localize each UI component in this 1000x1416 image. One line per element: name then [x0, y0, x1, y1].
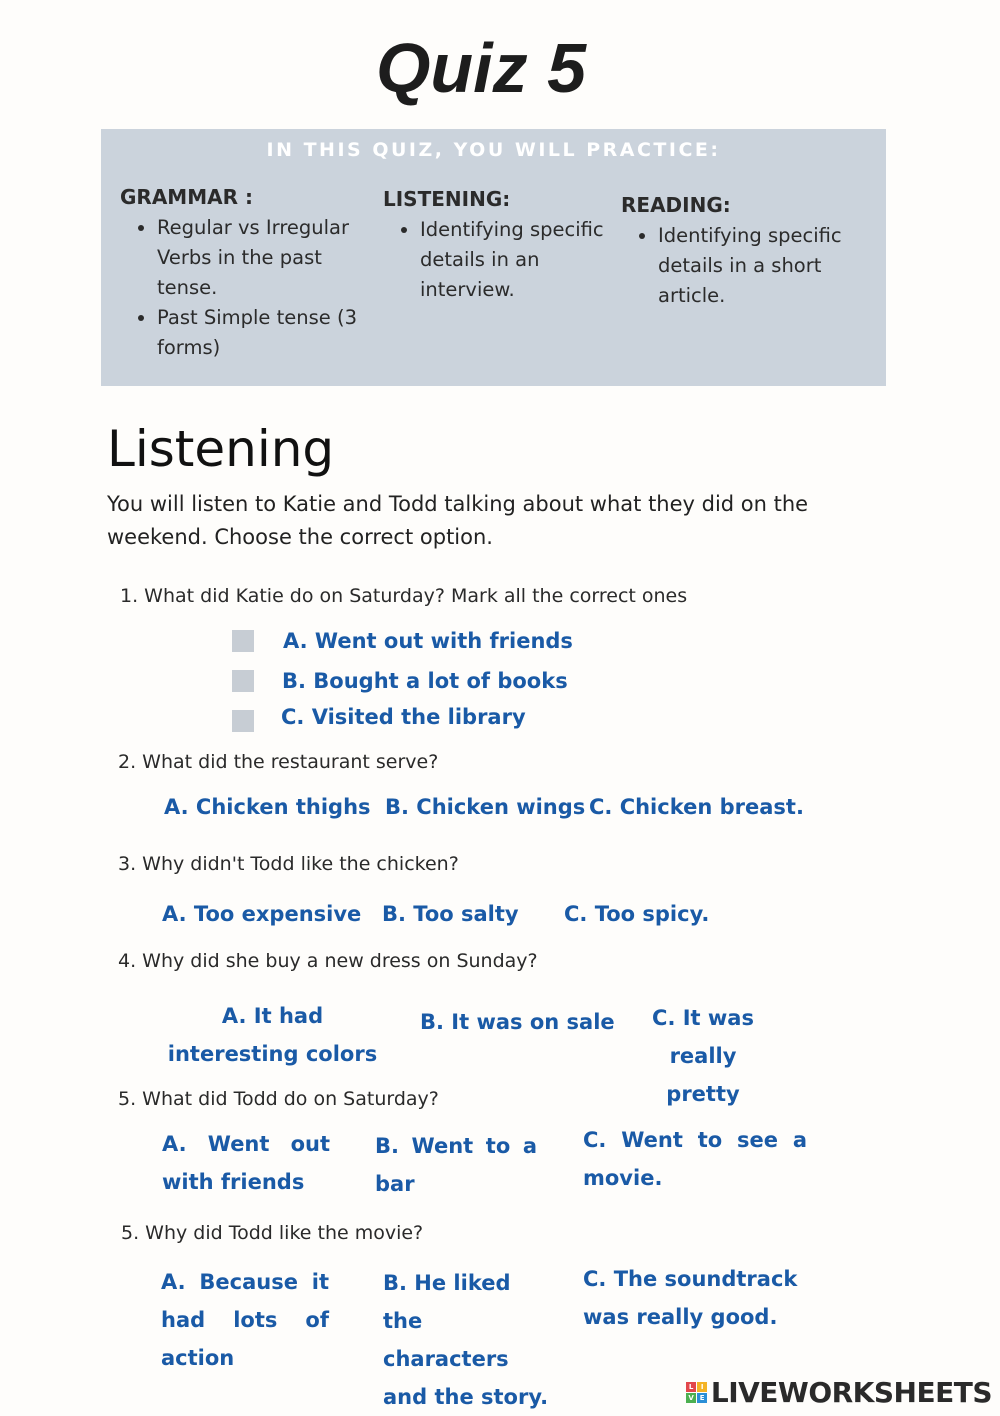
option-q3-a[interactable]: A. Too expensive: [162, 902, 362, 926]
section-title: Listening: [107, 420, 335, 478]
option-q1-c: C. Visited the library: [281, 705, 526, 729]
checkbox-q1-a[interactable]: [232, 630, 254, 652]
question-1: 1. What did Katie do on Saturday? Mark all the correct ones: [120, 585, 688, 607]
option-q2-c[interactable]: C. Chicken breast.: [589, 795, 804, 819]
listening-column: [383, 187, 605, 305]
option-q1-b: B. Bought a lot of books: [282, 669, 568, 693]
option-q2-a[interactable]: A. Chicken thighs: [164, 795, 371, 819]
instructions: You will listen to Katie and Todd talking about what they did on the weekend. Choose the correct option.: [107, 492, 809, 549]
option-q5-a[interactable]: A. Went out with friends: [162, 1132, 330, 1194]
option-q1-a: A. Went out with friends: [283, 629, 573, 653]
grammar-title: GRAMMAR :: [120, 185, 253, 209]
practice-box: [101, 129, 886, 386]
option-q6-b[interactable]: B. He liked the characters and the story.: [383, 1271, 549, 1409]
watermark-text: LIVEWORKSHEETS: [710, 1376, 992, 1409]
question-5: 5. What did Todd do on Saturday?: [118, 1088, 439, 1110]
liveworksheets-logo-icon: [686, 1382, 707, 1403]
question-3: 3. Why didn't Todd like the chicken?: [118, 853, 459, 875]
logo-cell: L: [686, 1382, 696, 1392]
logo-cell: E: [697, 1393, 707, 1403]
option-q4-c[interactable]: C. It was really pretty: [652, 1006, 754, 1106]
logo-cell: V: [686, 1393, 696, 1403]
logo-cell: I: [697, 1382, 707, 1392]
option-q3-c[interactable]: C. Too spicy.: [564, 902, 710, 926]
practice-heading: IN THIS QUIZ, YOU WILL PRACTICE:: [266, 139, 721, 161]
reading-title: READING:: [621, 193, 731, 217]
checkbox-q1-c[interactable]: [232, 710, 254, 732]
liveworksheets-watermark: [686, 1376, 992, 1409]
grammar-column: [120, 185, 370, 363]
option-q4-a[interactable]: A. It had interesting colors: [167, 1004, 378, 1066]
question-6: 5. Why did Todd like the movie?: [121, 1222, 424, 1244]
reading-item: • Identifying specific details in a short article.: [658, 221, 861, 311]
option-q6-c[interactable]: C. The soundtrack was really good.: [583, 1267, 798, 1329]
grammar-item: • Past Simple tense (3 forms): [157, 303, 370, 363]
option-q3-b[interactable]: B. Too salty: [382, 902, 519, 926]
listening-title: LISTENING:: [383, 187, 511, 211]
option-q5-c[interactable]: C. Went to see a movie.: [583, 1128, 807, 1190]
option-q4-b[interactable]: B. It was on sale: [420, 1010, 615, 1034]
grammar-item: • Regular vs Irregular Verbs in the past tense.: [157, 213, 370, 303]
page-title: Quiz 5: [375, 29, 587, 107]
listening-item: • Identifying specific details in an interview.: [420, 215, 605, 305]
option-q5-b[interactable]: B. Went to a bar: [375, 1134, 537, 1196]
option-q6-a[interactable]: A. Because it had lots of action: [161, 1270, 329, 1370]
question-4: 4. Why did she buy a new dress on Sunday?: [118, 950, 538, 972]
option-q2-b[interactable]: B. Chicken wings: [385, 795, 586, 819]
question-2: 2. What did the restaurant serve?: [118, 751, 439, 773]
reading-column: [621, 193, 861, 311]
checkbox-q1-b[interactable]: [232, 670, 254, 692]
